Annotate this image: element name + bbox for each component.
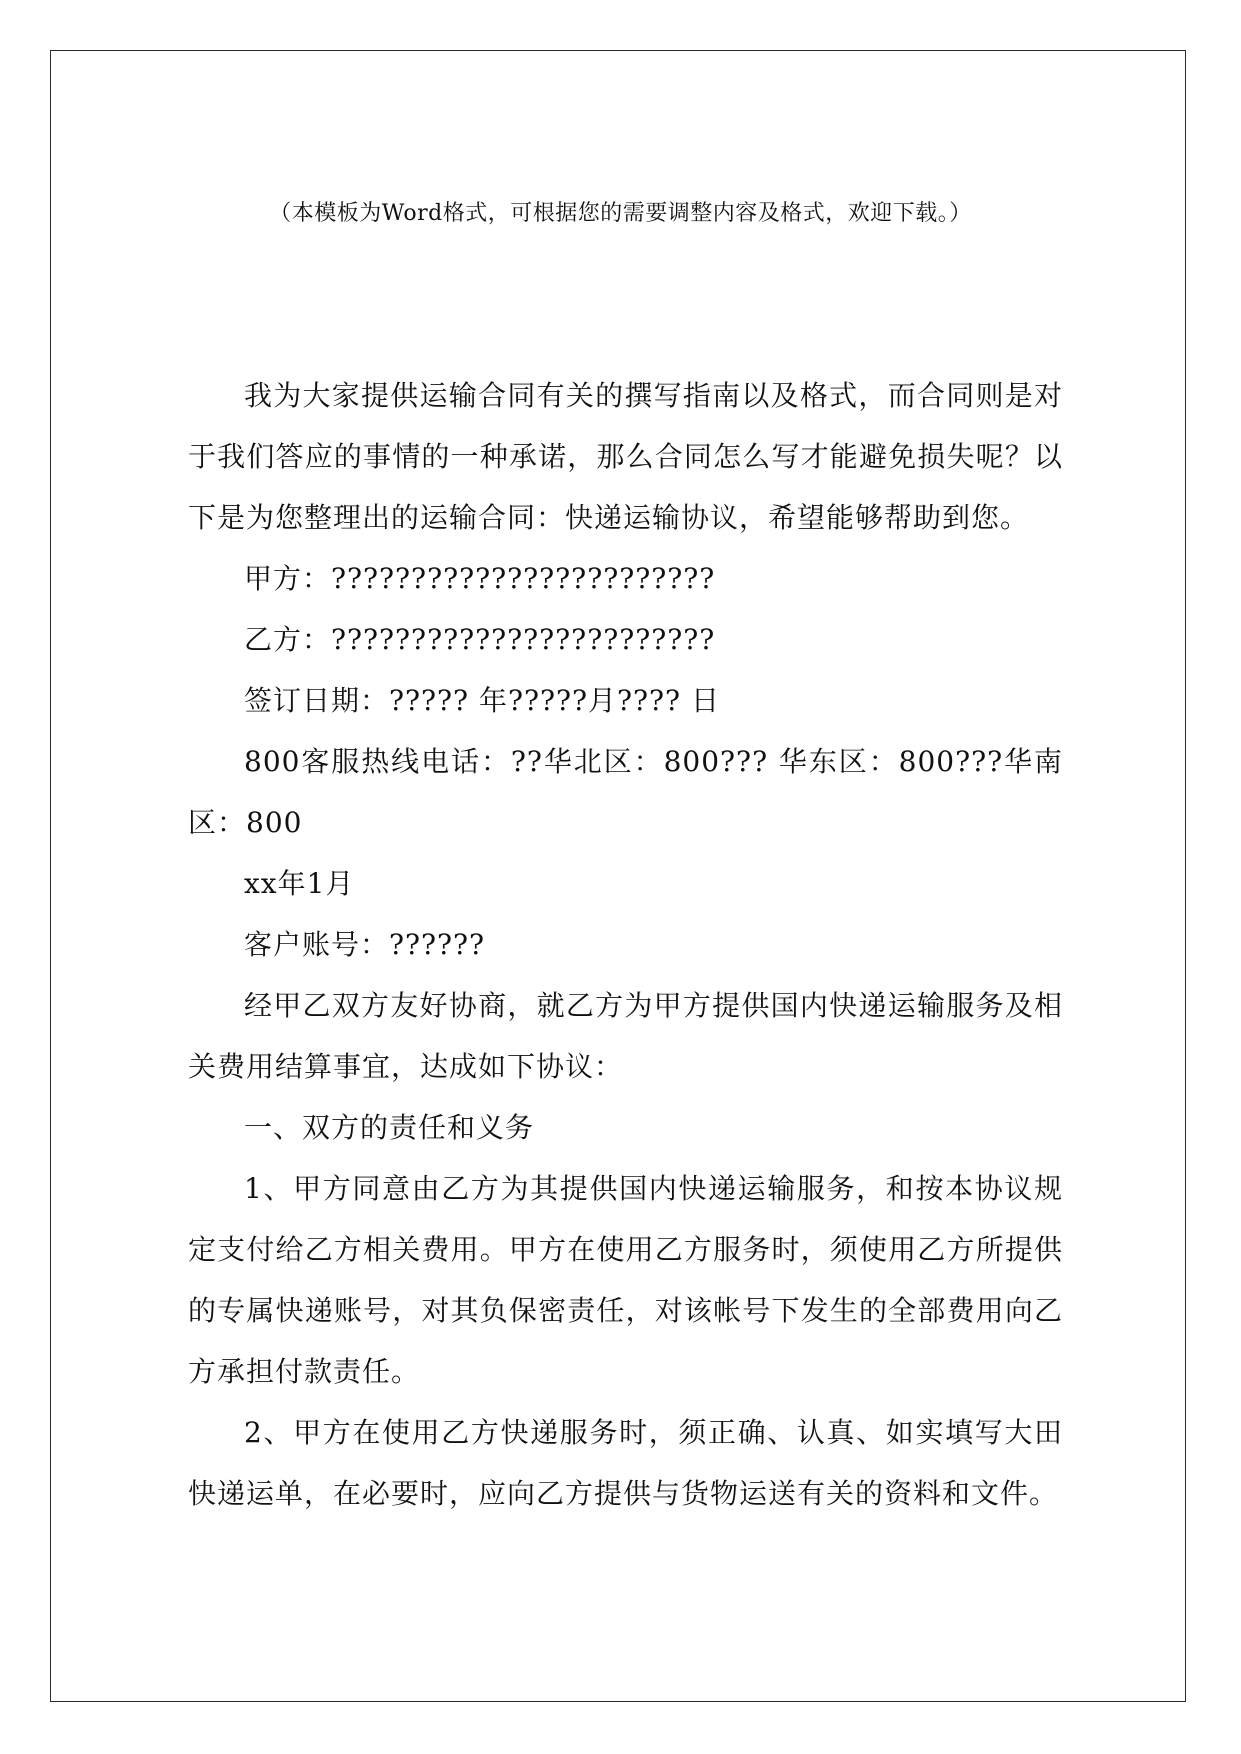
date-line: xx年1月 (244, 867, 355, 900)
clause-2: 2、甲方在使用乙方快递服务时，须正确、认真、如实填写大田快递运单，在必要时，应向乙方提供与货物运送有关的资料和文件。 (188, 1416, 1063, 1510)
intro-paragraph: 我为大家提供运输合同有关的撰写指南以及格式，而合同则是对于我们答应的事情的一种承诺，那么合同怎么写才能避免损失呢？以下是为您整理出的运输合同：快递运输协议，希望能够帮助到您。 (188, 379, 1063, 534)
clause-1: 1、甲方同意由乙方为其提供国内快递运输服务，和按本协议规定支付给乙方相关费用。甲方在使用乙方服务时，须使用乙方所提供的专属快递账号，对其负保密责任，对该帐号下发生的全部费用向乙方承担付款责任。 (188, 1172, 1063, 1388)
account-line: 客户账号：?????? (244, 928, 486, 961)
template-note: （本模板为Word格式，可根据您的需要调整内容及格式，欢迎下载。） (269, 201, 972, 226)
document-body (188, 365, 1063, 1524)
hotline-line: 800客服热线电话：??华北区：800??? 华东区：800???华南区：800 (188, 745, 1063, 839)
agreement-paragraph: 经甲乙双方友好协商，就乙方为甲方提供国内快递运输服务及相关费用结算事宜，达成如下协议： (188, 989, 1063, 1083)
section-heading: 一、双方的责任和义务 (244, 1111, 535, 1144)
party-a-line: 甲方：???????????????????????? (244, 562, 716, 595)
signing-date-line: 签订日期：????? 年?????月???? 日 (244, 684, 720, 717)
party-b-line: 乙方：???????????????????????? (244, 623, 716, 656)
